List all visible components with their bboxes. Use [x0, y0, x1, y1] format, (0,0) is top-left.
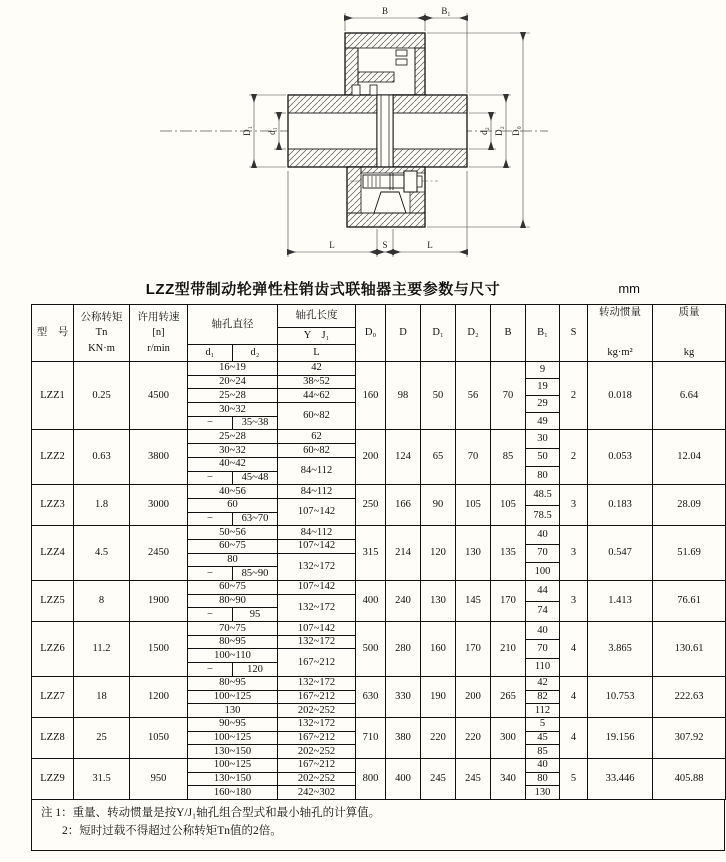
col-header-B: B [491, 305, 526, 362]
b1-value: 49 [526, 412, 559, 429]
b1-value: 45 [526, 731, 559, 745]
dim-label-d1: d₁ [267, 127, 277, 135]
cell-B1 [526, 362, 560, 430]
cell-inertia: 3.865 [588, 622, 653, 677]
col-header-YJ1: Y J₁ [278, 328, 356, 345]
cell-D1: 245 [421, 758, 456, 799]
cell-bore-len: 107~142 [278, 539, 356, 553]
cell-S: 3 [560, 581, 588, 622]
b1-value: 80 [526, 772, 559, 786]
coupling-drawing [0, 0, 726, 272]
cell-D: 98 [386, 362, 421, 430]
b1-value: 40 [537, 529, 548, 540]
cell-speed: 3800 [130, 430, 188, 485]
cell-S: 3 [560, 526, 588, 581]
cell-bore-d1: − [188, 608, 233, 622]
cell-D2: 145 [456, 581, 491, 622]
col-header-mass: 质量 kg [653, 305, 726, 362]
cell-D0: 315 [356, 526, 386, 581]
col-header-d2: d₂ [233, 345, 278, 362]
cell-D2: 105 [456, 485, 491, 526]
cell-bore-dia: 60~75 [188, 581, 278, 595]
cell-speed: 3000 [130, 485, 188, 526]
cell-S: 2 [560, 430, 588, 485]
col-header-bore-len: 轴孔长度 [278, 305, 356, 328]
cell-torque: 18 [74, 676, 130, 717]
col-header-d1: d₁ [188, 345, 233, 362]
coupling-section-svg [0, 0, 726, 272]
b1-value: 70 [526, 544, 559, 562]
cell-mass: 405.88 [653, 758, 726, 799]
cell-bore-len: 167~212 [278, 690, 356, 704]
cell-bore-len: 84~112 [278, 485, 356, 499]
cell-bore-len: 132~172 [278, 594, 356, 621]
cell-bore-len: 167~212 [278, 649, 356, 676]
b1-value: 29 [526, 395, 559, 412]
cell-bore-dia: 40~56 [188, 485, 278, 499]
table-row [32, 362, 726, 376]
cell-bore-dia: 80~95 [188, 676, 278, 690]
b1-value: 78.5 [526, 505, 559, 526]
note-line: 注 1：重量、转动惯量是按Y/J₁轴孔组合型式和最小轴孔的计算值。 [41, 807, 381, 819]
cell-S: 4 [560, 676, 588, 717]
col-header-D0: D₀ [356, 305, 386, 362]
dim-label-L-left: L [329, 240, 335, 250]
b1-value: 100 [526, 562, 559, 580]
cell-inertia: 19.156 [588, 717, 653, 758]
cell-speed: 1200 [130, 676, 188, 717]
cell-mass: 6.64 [653, 362, 726, 430]
cell-D: 124 [386, 430, 421, 485]
dim-label-D1: D₁ [242, 126, 252, 136]
cell-D1: 130 [421, 581, 456, 622]
cell-D: 400 [386, 758, 421, 799]
cell-bore-len: 60~82 [278, 444, 356, 458]
col-header-bore-dia: 轴孔直径 [188, 305, 278, 345]
cell-bore-dia: 100~125 [188, 731, 278, 745]
cell-D2: 220 [456, 717, 491, 758]
b1-value: 112 [526, 703, 559, 717]
b1-value: 50 [526, 448, 559, 466]
cell-B1 [526, 676, 560, 717]
cell-D2: 130 [456, 526, 491, 581]
cell-B1 [526, 430, 560, 485]
cell-model: LZZ2 [32, 430, 74, 485]
cell-bore-d2: 120 [233, 663, 278, 677]
cell-bore-len: 132~172 [278, 676, 356, 690]
cell-bore-len: 132~172 [278, 635, 356, 649]
cell-B1 [526, 717, 560, 758]
dim-label-L-right: L [427, 240, 433, 250]
dim-label-d2: d₂ [479, 127, 489, 135]
cell-B: 300 [491, 717, 526, 758]
cell-bore-len: 62 [278, 430, 356, 444]
cell-S: 2 [560, 362, 588, 430]
cell-bore-dia: 70~75 [188, 622, 278, 636]
cell-D1: 220 [421, 717, 456, 758]
dim-label-S: S [382, 240, 388, 250]
left-hub [288, 85, 377, 167]
table-row [32, 676, 726, 690]
cell-B: 210 [491, 622, 526, 677]
cell-model: LZZ1 [32, 362, 74, 430]
cell-B1 [526, 485, 560, 526]
b1-stack [526, 718, 559, 758]
table-row [32, 430, 726, 444]
cell-S: 5 [560, 758, 588, 799]
col-header-model: 型 号 [32, 305, 74, 362]
b1-value: 42 [537, 677, 548, 689]
dim-label-D2: D₂ [494, 126, 504, 136]
cell-inertia: 1.413 [588, 581, 653, 622]
cell-B: 105 [491, 485, 526, 526]
cell-bore-d1: − [188, 416, 233, 430]
cell-bore-dia: 20~24 [188, 375, 278, 389]
cell-torque: 1.8 [74, 485, 130, 526]
cell-bore-len: 202~252 [278, 704, 356, 718]
cell-bore-dia: 90~95 [188, 717, 278, 731]
cell-inertia: 0.183 [588, 485, 653, 526]
cell-bore-d2: 85~90 [233, 567, 278, 581]
table-row [32, 758, 726, 772]
table-row [32, 581, 726, 595]
cell-mass: 222.63 [653, 676, 726, 717]
cell-D0: 250 [356, 485, 386, 526]
cell-bore-d1: − [188, 663, 233, 677]
b1-value: 82 [526, 690, 559, 704]
cell-B1 [526, 758, 560, 799]
cell-model: LZZ7 [32, 676, 74, 717]
cell-B: 265 [491, 676, 526, 717]
cell-D1: 190 [421, 676, 456, 717]
notes-box [31, 800, 725, 851]
b1-value: 85 [526, 744, 559, 758]
cell-B: 70 [491, 362, 526, 430]
cell-inertia: 0.053 [588, 430, 653, 485]
spec-table [31, 304, 726, 800]
right-hub [393, 95, 467, 167]
cell-bore-dia: 60 [188, 498, 278, 512]
cell-torque: 8 [74, 581, 130, 622]
cell-model: LZZ8 [32, 717, 74, 758]
cell-torque: 0.25 [74, 362, 130, 430]
cell-bore-dia: 160~180 [188, 786, 278, 800]
cell-D2: 56 [456, 362, 491, 430]
cell-speed: 4500 [130, 362, 188, 430]
cell-B: 85 [491, 430, 526, 485]
b1-value: 70 [526, 639, 559, 657]
cell-inertia: 0.018 [588, 362, 653, 430]
cell-bore-len: 202~252 [278, 745, 356, 759]
cell-D0: 400 [356, 581, 386, 622]
table-row [32, 526, 726, 540]
cell-bore-dia: 30~32 [188, 403, 278, 417]
cell-bore-len: 38~52 [278, 375, 356, 389]
cell-bore-dia: 40~42 [188, 457, 278, 471]
cell-bore-d2: 35~38 [233, 416, 278, 430]
cell-D: 380 [386, 717, 421, 758]
b1-stack [526, 581, 559, 621]
col-header-B1: B₁ [526, 305, 560, 362]
b1-value: 74 [526, 601, 559, 622]
b1-stack [526, 526, 559, 580]
unit-label: mm [618, 281, 640, 296]
b1-stack [526, 759, 559, 799]
cell-inertia: 10.753 [588, 676, 653, 717]
cell-mass: 76.61 [653, 581, 726, 622]
cell-speed: 2450 [130, 526, 188, 581]
cell-bore-len: 84~112 [278, 457, 356, 484]
cell-bore-len: 167~212 [278, 758, 356, 772]
cell-speed: 1050 [130, 717, 188, 758]
cell-bore-len: 107~142 [278, 498, 356, 525]
cell-D0: 710 [356, 717, 386, 758]
cell-D2: 200 [456, 676, 491, 717]
cell-torque: 25 [74, 717, 130, 758]
cell-bore-len: 202~252 [278, 772, 356, 786]
cell-S: 4 [560, 622, 588, 677]
cell-mass: 51.69 [653, 526, 726, 581]
cell-bore-dia: 25~28 [188, 430, 278, 444]
cell-bore-d1: − [188, 471, 233, 485]
cell-B1 [526, 526, 560, 581]
col-header-S: S [560, 305, 588, 362]
cell-D1: 90 [421, 485, 456, 526]
cell-D1: 50 [421, 362, 456, 430]
cell-mass: 12.04 [653, 430, 726, 485]
cell-B: 135 [491, 526, 526, 581]
cell-model: LZZ9 [32, 758, 74, 799]
cell-model: LZZ5 [32, 581, 74, 622]
cell-D1: 160 [421, 622, 456, 677]
cell-D0: 200 [356, 430, 386, 485]
b1-value: 80 [526, 466, 559, 484]
col-header-D1: D₁ [421, 305, 456, 362]
cell-D: 240 [386, 581, 421, 622]
b1-stack [526, 485, 559, 525]
cell-bore-len: 132~172 [278, 553, 356, 580]
cell-speed: 1900 [130, 581, 188, 622]
cell-bore-len: 107~142 [278, 581, 356, 595]
cell-bore-dia: 16~19 [188, 362, 278, 376]
cell-bore-dia: 30~32 [188, 444, 278, 458]
cell-bore-len: 107~142 [278, 622, 356, 636]
cell-model: LZZ4 [32, 526, 74, 581]
dim-label-D0: D₀ [511, 126, 521, 136]
cell-D2: 170 [456, 622, 491, 677]
cell-bore-d2: 45~48 [233, 471, 278, 485]
cell-D0: 630 [356, 676, 386, 717]
dim-label-B: B [381, 6, 389, 16]
b1-value: 30 [537, 433, 548, 445]
cell-D1: 65 [421, 430, 456, 485]
table-row [32, 622, 726, 636]
cell-B1 [526, 622, 560, 677]
cell-S: 4 [560, 717, 588, 758]
spec-table-head [32, 305, 726, 362]
cell-bore-dia: 25~28 [188, 389, 278, 403]
cell-D2: 245 [456, 758, 491, 799]
cell-inertia: 33.446 [588, 758, 653, 799]
cell-inertia: 0.547 [588, 526, 653, 581]
cell-model: LZZ3 [32, 485, 74, 526]
cell-model: LZZ6 [32, 622, 74, 677]
cell-D: 214 [386, 526, 421, 581]
cell-D: 166 [386, 485, 421, 526]
col-header-speed: 许用转速 [n] r/min [130, 305, 188, 362]
center-sleeve [377, 95, 393, 167]
b1-value: 40 [537, 759, 548, 771]
b1-value: 40 [537, 624, 548, 636]
cell-bore-len: 42 [278, 362, 356, 376]
b1-stack [526, 362, 559, 429]
table-row [32, 717, 726, 731]
b1-value: 48.5 [533, 489, 552, 501]
cell-D0: 500 [356, 622, 386, 677]
cell-speed: 1500 [130, 622, 188, 677]
col-header-D2: D₂ [456, 305, 491, 362]
b1-stack [526, 430, 559, 484]
cell-bore-len: 167~212 [278, 731, 356, 745]
cell-B1 [526, 581, 560, 622]
b1-value: 130 [526, 785, 559, 799]
cell-D0: 160 [356, 362, 386, 430]
cell-bore-dia: 100~125 [188, 758, 278, 772]
cell-torque: 31.5 [74, 758, 130, 799]
spec-table-body [32, 362, 726, 800]
cell-bore-dia: 60~75 [188, 539, 278, 553]
b1-stack [526, 677, 559, 717]
cell-bore-len: 132~172 [278, 717, 356, 731]
cell-bore-dia: 100~125 [188, 690, 278, 704]
note-line: 2：短时过载不得超过公称转矩Tn值的2倍。 [62, 824, 282, 837]
col-header-L: L [278, 345, 356, 362]
cell-bore-dia: 80 [188, 553, 278, 567]
cell-D: 280 [386, 622, 421, 677]
cell-bore-dia: 130~150 [188, 772, 278, 786]
table-row [32, 485, 726, 499]
cell-bore-dia: 130~150 [188, 745, 278, 759]
b1-value: 9 [539, 364, 546, 376]
cell-B: 340 [491, 758, 526, 799]
cell-torque: 0.63 [74, 430, 130, 485]
cell-torque: 4.5 [74, 526, 130, 581]
cell-bore-d1: − [188, 512, 233, 526]
cell-D2: 70 [456, 430, 491, 485]
cell-mass: 28.09 [653, 485, 726, 526]
col-header-D: D [386, 305, 421, 362]
cell-D: 330 [386, 676, 421, 717]
cell-bore-len: 60~82 [278, 403, 356, 430]
cell-bore-dia: 80~90 [188, 594, 278, 608]
b1-value: 44 [537, 584, 548, 596]
cell-bore-dia: 130 [188, 704, 278, 718]
b1-stack [526, 622, 559, 676]
cell-speed: 950 [130, 758, 188, 799]
cell-bore-dia: 100~110 [188, 649, 278, 663]
dim-label-B1: B₁ [441, 6, 451, 16]
cell-bore-len: 242~302 [278, 786, 356, 800]
cell-mass: 307.92 [653, 717, 726, 758]
b1-value: 5 [539, 718, 546, 730]
b1-value: 19 [526, 378, 559, 395]
note-prefix: 注 [41, 807, 53, 819]
cell-bore-d2: 95 [233, 608, 278, 622]
cell-bore-d2: 63~70 [233, 512, 278, 526]
cell-torque: 11.2 [74, 622, 130, 677]
cell-bore-len: 84~112 [278, 526, 356, 540]
cell-bore-dia: 50~56 [188, 526, 278, 540]
cell-D1: 120 [421, 526, 456, 581]
cell-S: 3 [560, 485, 588, 526]
cell-mass: 130.61 [653, 622, 726, 677]
cell-bore-len: 44~62 [278, 389, 356, 403]
cell-D0: 800 [356, 758, 386, 799]
page-title: LZZ型带制动轮弹性柱销齿式联轴器主要参数与尺寸 [145, 281, 501, 298]
cell-bore-dia: 80~95 [188, 635, 278, 649]
cell-bore-d1: − [188, 567, 233, 581]
col-header-inertia: 转动惯量 kg·m² [588, 305, 653, 362]
cell-B: 170 [491, 581, 526, 622]
b1-value: 110 [526, 658, 559, 676]
col-header-torque: 公称转矩 Tn KN·m [74, 305, 130, 362]
